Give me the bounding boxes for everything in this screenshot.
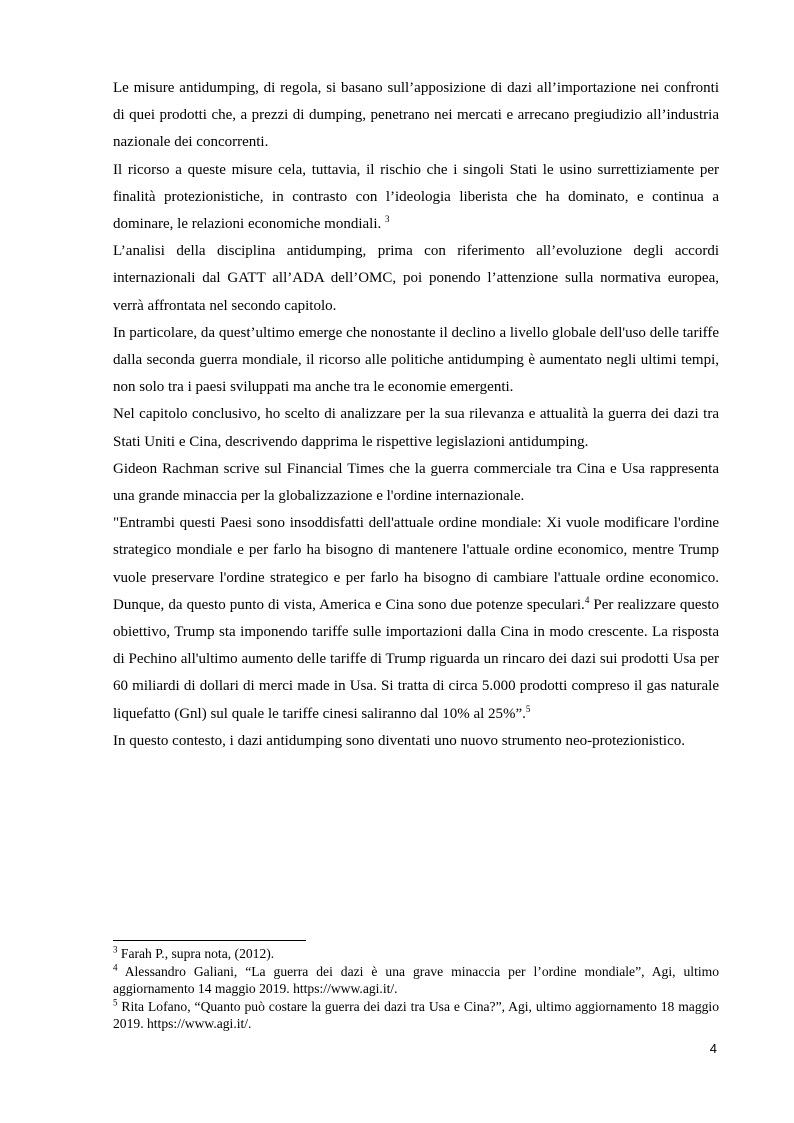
quote-text-part2: Per realizzare questo obiettivo, Trump sta imponendo tariffe sulle importazioni dalla Cina in modo crescente. La risposta di Pechino all'ultimo aumento delle tariffe di Trump riguarda un rincaro dei dazi sui prodotti Usa per 60 miliardi di dollari di merci made in Usa. Si tratta di circa 5.000 prodotti compreso il gas naturale liquefatto (Gnl) sul quale le tariffe cinesi saliranno dal 10% al 25%”. [113, 596, 719, 722]
paragraph-text: Le misure antidumping, di regola, si basano sull’apposizione di dazi all’importazione nei confronti di quei prodotti che, a prezzi di dumping, penetrano nei mercati e arrecano pregiudizio all’industria nazionale dei concorrenti. [113, 80, 719, 151]
paragraph-text: In questo contesto, i dazi antidumping sono diventati uno nuovo strumento neo-protezionistico. [113, 732, 685, 749]
footnote-ref-4: 4 [584, 594, 590, 605]
page-number: 4 [709, 1041, 717, 1056]
paragraph-text: Nel capitolo conclusivo, ho scelto di analizzare per la sua rilevanza e attualità la guerra dei dazi tra Stati Uniti e Cina, descrivendo dapprima le rispettive legislazioni antidumping. [113, 406, 719, 450]
paragraph-conclusive-chapter [113, 401, 719, 455]
paragraph-closing [113, 728, 719, 755]
footnote-ref-3: 3 [385, 214, 390, 225]
paragraph-antidumping-definition [113, 75, 719, 157]
footnote-text: Rita Lofano, “Quanto può costare la guerra dei dazi tra Usa e Cina?”, Agi, ultimo aggiornamento 18 maggio 2019. https://www.agi.it/. [113, 998, 719, 1031]
footnote-4 [113, 963, 719, 998]
paragraph-text: Il ricorso a queste misure cela, tuttavia, il rischio che i singoli Stati le usino surrettiziamente per finalità protezionistiche, in contrasto con l’ideologia liberista che ha dominato, e continua a dominare, le relazioni economiche mondiali. [113, 161, 719, 233]
footnote-5 [113, 998, 719, 1033]
footnote-text: Farah P., supra nota, (2012). [117, 946, 275, 961]
footnote-text: Alessandro Galiani, “La guerra dei dazi è una grave minaccia per l’ordine mondiale”, Agi, ultimo aggiornamento 14 maggio 2019. https://www.agi.it/. [113, 963, 719, 996]
footnote-3 [113, 945, 719, 963]
paragraph-text: L’analisi della disciplina antidumping, prima con riferimento all’evoluzione degli accordi internazionali dal GATT all’ADA dell’OMC, poi ponendo l’attenzione sulla normativa europea, verrà affrontata nel secondo capitolo. [113, 243, 719, 314]
page-body [113, 75, 719, 755]
footnote-separator [113, 940, 306, 941]
paragraph-text: In particolare, da quest’ultimo emerge che nonostante il declino a livello globale dell'uso delle tariffe dalla seconda guerra mondiale, il ricorso alle politiche antidumping è aumentato negli ultimi tempi, non solo tra i paesi sviluppati ma anche tra le economie emergenti. [113, 324, 719, 396]
footnotes [113, 945, 719, 1033]
footnote-number: 4 [113, 961, 118, 972]
footnote-number: 3 [113, 944, 118, 955]
paragraph-tariff-decline [113, 320, 719, 402]
paragraph-text: Gideon Rachman scrive sul Financial Times che la guerra commerciale tra Cina e Usa rappresenta una grande minaccia per la globalizzazione e l'ordine internazionale. [113, 460, 719, 505]
paragraph-second-chapter [113, 238, 719, 320]
paragraph-protectionism-risk [113, 157, 719, 239]
paragraph-quote [113, 510, 719, 728]
quote-text-part1: "Entrambi questi Paesi sono insoddisfatti dell'attuale ordine mondiale: Xi vuole modificare l'ordine strategico mondiale e per farlo ha bisogno di mantenere l'attuale ordine economico, mentre Trump vuole preservare l'ordine strategico e per farlo ha bisogno di cambiare l'attuale ordine economico. Dunque, da questo punto di vista, America e Cina sono due potenze speculari. [113, 515, 719, 613]
footnote-number: 5 [113, 996, 118, 1007]
footnote-ref-5: 5 [525, 703, 531, 714]
paragraph-rachman [113, 456, 719, 510]
